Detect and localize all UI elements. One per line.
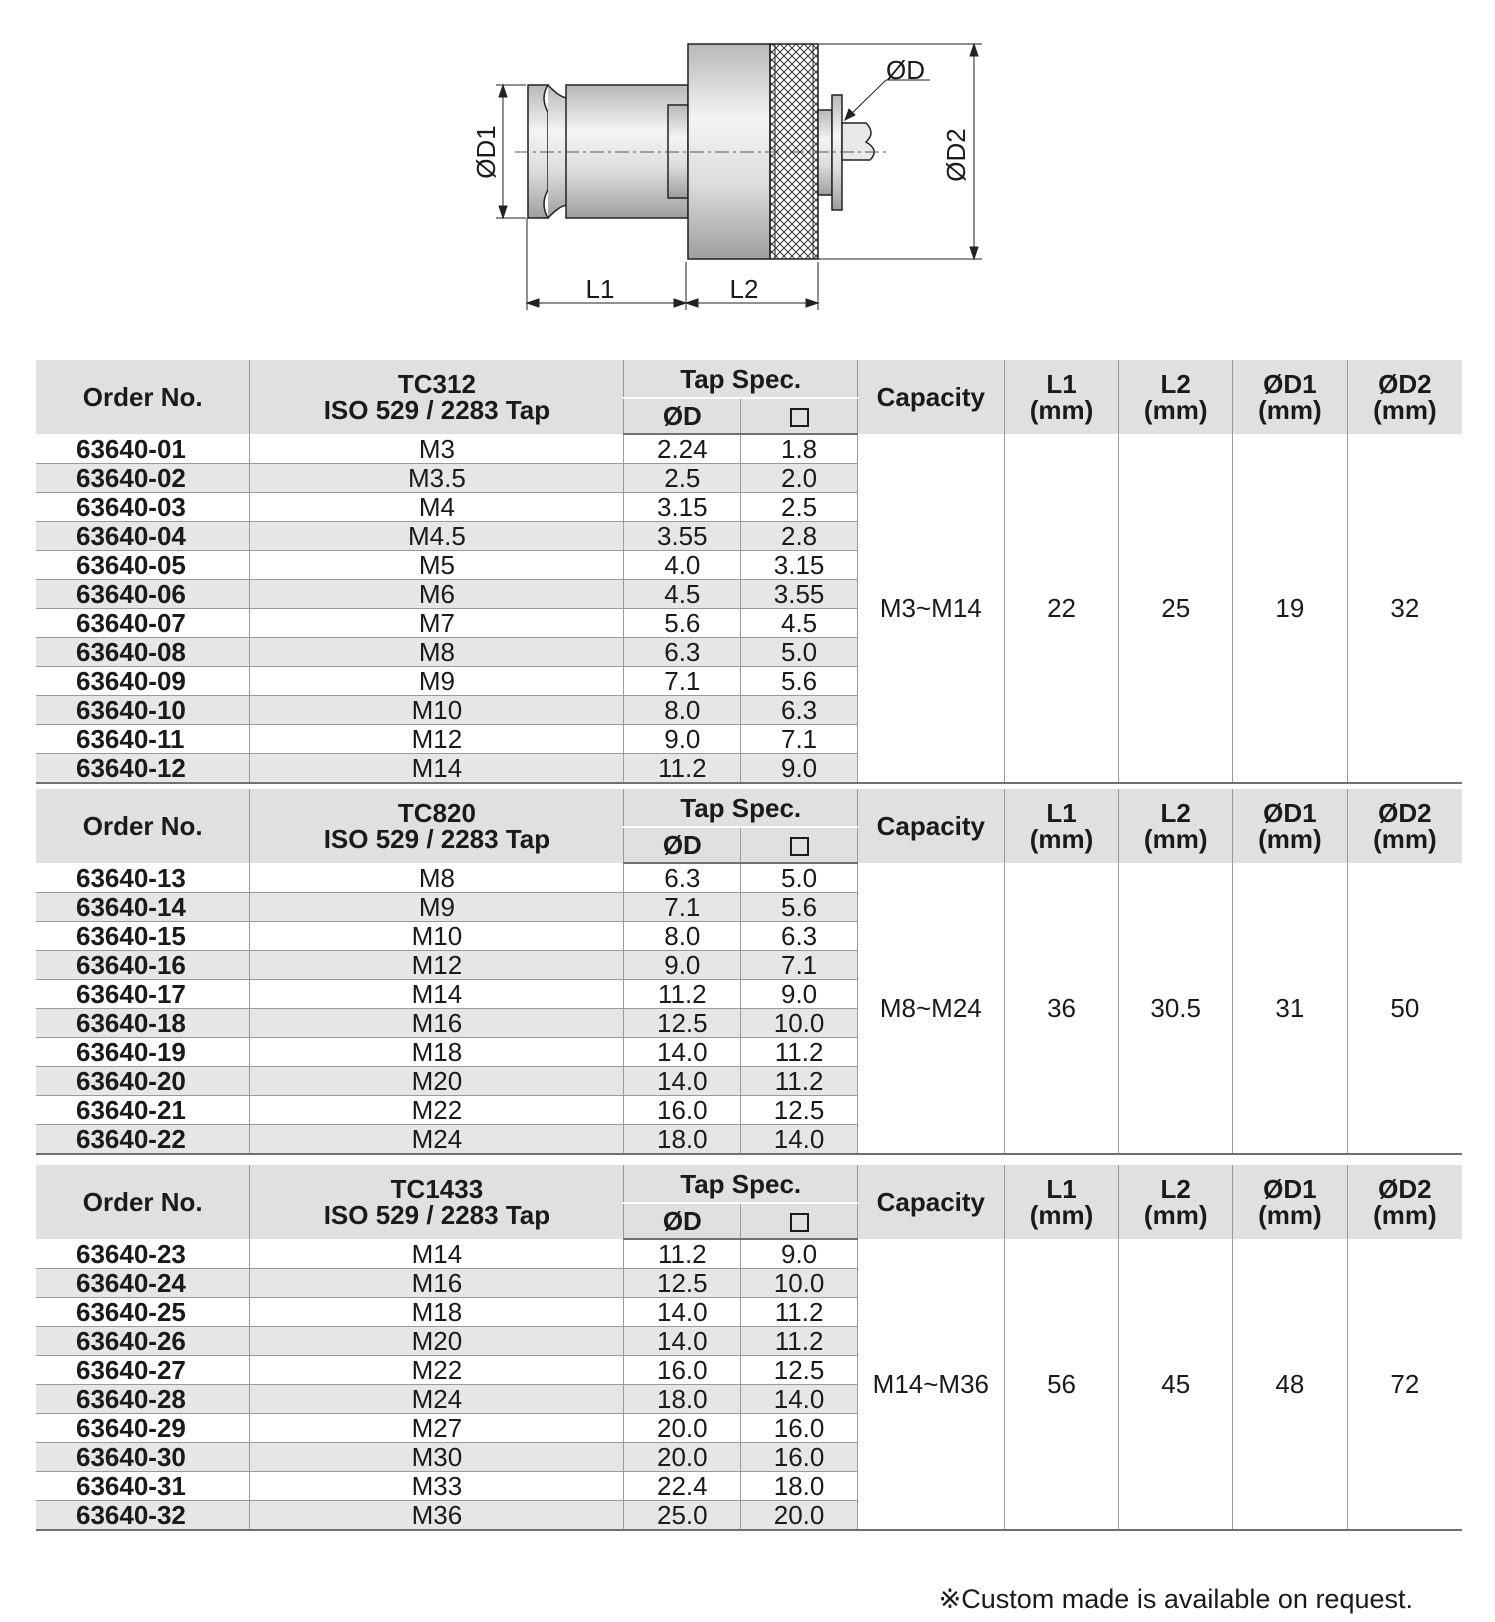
order-number-cell: 63640-30 [36, 1443, 250, 1472]
tap-od-cell: 5.6 [624, 609, 741, 638]
order-number-cell: 63640-21 [36, 1096, 250, 1125]
tap-square-cell: 1.8 [741, 434, 858, 464]
tap-square-cell: 12.5 [741, 1356, 858, 1385]
header-tap-spec: Tap Spec. [624, 360, 858, 398]
order-number-cell: 63640-28 [36, 1385, 250, 1414]
d2-label: ØD2 [941, 128, 971, 182]
tap-od-cell: 14.0 [624, 1038, 741, 1067]
header-tap-model-name: TC820 [397, 798, 476, 828]
l2-label: L2 [729, 274, 759, 304]
tap-square-cell: 20.0 [741, 1501, 858, 1531]
tap-size-cell: M18 [250, 1038, 624, 1067]
order-number-cell: 63640-18 [36, 1009, 250, 1038]
header-tap-standard: ISO 529 / 2283 Tap [323, 395, 551, 425]
header-d2: ØD2 (mm) [1347, 789, 1462, 863]
tap-od-cell: 9.0 [624, 951, 741, 980]
header-tap-model-name: TC1433 [390, 1174, 484, 1204]
tap-square-cell: 2.5 [741, 493, 858, 522]
tap-square-cell: 3.15 [741, 551, 858, 580]
tap-collet-drawing [0, 0, 1495, 330]
order-number-cell: 63640-10 [36, 696, 250, 725]
tap-od-cell: 8.0 [624, 696, 741, 725]
tap-size-cell: M14 [250, 1239, 624, 1269]
tap-square-cell: 16.0 [741, 1443, 858, 1472]
tap-size-cell: M20 [250, 1327, 624, 1356]
order-number-cell: 63640-19 [36, 1038, 250, 1067]
order-number-cell: 63640-13 [36, 863, 250, 893]
order-number-cell: 63640-05 [36, 551, 250, 580]
tap-od-cell: 7.1 [624, 667, 741, 696]
square-icon [790, 408, 809, 427]
tap-square-cell: 10.0 [741, 1269, 858, 1298]
tap-size-cell: M14 [250, 980, 624, 1009]
header-square [741, 398, 858, 434]
tap-size-cell: M8 [250, 638, 624, 667]
header-capacity: Capacity [857, 789, 1004, 863]
tap-size-cell: M8 [250, 863, 624, 893]
tap-size-cell: M33 [250, 1472, 624, 1501]
tap-size-cell: M12 [250, 951, 624, 980]
tap-od-cell: 9.0 [624, 725, 741, 754]
tap-od-cell: 4.0 [624, 551, 741, 580]
l1-value-cell: 56 [1004, 1239, 1119, 1530]
order-number-cell: 63640-09 [36, 667, 250, 696]
tap-size-cell: M9 [250, 893, 624, 922]
order-number-cell: 63640-20 [36, 1067, 250, 1096]
tap-square-cell: 7.1 [741, 725, 858, 754]
tap-od-cell: 4.5 [624, 580, 741, 609]
tap-od-cell: 2.24 [624, 434, 741, 464]
header-tap-standard: ISO 529 / 2283 Tap [323, 824, 551, 854]
d1-label: ØD1 [471, 125, 501, 179]
tap-size-cell: M4 [250, 493, 624, 522]
header-tap-spec: Tap Spec. [624, 1165, 858, 1203]
tap-size-cell: M36 [250, 1501, 624, 1531]
tap-square-cell: 11.2 [741, 1038, 858, 1067]
capacity-cell: M3~M14 [857, 434, 1004, 783]
order-number-cell: 63640-16 [36, 951, 250, 980]
l1-label: L1 [585, 274, 615, 304]
header-d2: ØD2 (mm) [1347, 360, 1462, 434]
order-number-cell: 63640-22 [36, 1125, 250, 1155]
tap-od-cell: 12.5 [624, 1269, 741, 1298]
tap-size-cell: M14 [250, 754, 624, 784]
d-leader [845, 80, 930, 120]
tap-od-cell: 11.2 [624, 1239, 741, 1269]
header-square [741, 827, 858, 863]
header-d1: ØD1 (mm) [1233, 789, 1348, 863]
order-number-cell: 63640-26 [36, 1327, 250, 1356]
header-tap-spec: Tap Spec. [624, 789, 858, 827]
tap-square-cell: 2.8 [741, 522, 858, 551]
tap-od-cell: 14.0 [624, 1067, 741, 1096]
header-tap-model-name: TC312 [397, 369, 476, 399]
tap-od-cell: 2.5 [624, 464, 741, 493]
header-l2: L2 (mm) [1119, 360, 1233, 434]
tap-size-cell: M18 [250, 1298, 624, 1327]
tap-size-cell: M3 [250, 434, 624, 464]
table-row [36, 863, 1462, 893]
tap-size-cell: M10 [250, 922, 624, 951]
tap-square-cell: 5.6 [741, 667, 858, 696]
tap-square-cell: 12.5 [741, 1096, 858, 1125]
footnote: ※Custom made is available on request. [938, 1584, 1413, 1614]
tap-square-cell: 14.0 [741, 1385, 858, 1414]
header-tap-model [250, 360, 624, 434]
tap-size-cell: M9 [250, 667, 624, 696]
order-number-cell: 63640-01 [36, 434, 250, 464]
tap-size-cell: M10 [250, 696, 624, 725]
d2-value-cell: 72 [1347, 1239, 1462, 1530]
tap-square-cell: 16.0 [741, 1414, 858, 1443]
d2-value-cell: 50 [1347, 863, 1462, 1154]
header-order-no: Order No. [36, 360, 250, 434]
order-number-cell: 63640-31 [36, 1472, 250, 1501]
d1-value-cell: 19 [1233, 434, 1348, 783]
header-l2: L2 (mm) [1119, 789, 1233, 863]
order-number-cell: 63640-23 [36, 1239, 250, 1269]
header-od: ØD [624, 398, 741, 434]
tap-size-cell: M3.5 [250, 464, 624, 493]
tap-size-cell: M22 [250, 1096, 624, 1125]
header-od: ØD [624, 827, 741, 863]
tap-od-cell: 11.2 [624, 754, 741, 784]
tap-od-cell: 20.0 [624, 1414, 741, 1443]
tap-square-cell: 11.2 [741, 1327, 858, 1356]
tap-size-cell: M7 [250, 609, 624, 638]
tap-od-cell: 11.2 [624, 980, 741, 1009]
tap-size-cell: M12 [250, 725, 624, 754]
tap-square-cell: 5.0 [741, 863, 858, 893]
tap-od-cell: 18.0 [624, 1125, 741, 1155]
tap-od-cell: 6.3 [624, 638, 741, 667]
spec-table-tc1433 [36, 1165, 1462, 1531]
header-od: ØD [624, 1203, 741, 1239]
header-d1: ØD1 (mm) [1233, 360, 1348, 434]
tap-square-cell: 14.0 [741, 1125, 858, 1155]
header-tap-standard: ISO 529 / 2283 Tap [323, 1200, 551, 1230]
l2-value-cell: 45 [1119, 1239, 1233, 1530]
tap-square-cell: 10.0 [741, 1009, 858, 1038]
tap-od-cell: 7.1 [624, 893, 741, 922]
tap-od-cell: 16.0 [624, 1356, 741, 1385]
order-number-cell: 63640-32 [36, 1501, 250, 1531]
tap-square-cell: 5.6 [741, 893, 858, 922]
capacity-cell: M8~M24 [857, 863, 1004, 1154]
tap-square-cell: 9.0 [741, 1239, 858, 1269]
tap-size-cell: M5 [250, 551, 624, 580]
tap-size-cell: M20 [250, 1067, 624, 1096]
header-l1: L1 (mm) [1004, 789, 1119, 863]
tap-square-cell: 4.5 [741, 609, 858, 638]
tap-size-cell: M27 [250, 1414, 624, 1443]
header-order-no: Order No. [36, 1165, 250, 1239]
tap-square-cell: 11.2 [741, 1067, 858, 1096]
l2-value-cell: 30.5 [1119, 863, 1233, 1154]
l1-value-cell: 36 [1004, 863, 1119, 1154]
tap-square-cell: 9.0 [741, 754, 858, 784]
header-tap-model [250, 1165, 624, 1239]
tap-size-cell: M16 [250, 1009, 624, 1038]
tap-square-cell: 3.55 [741, 580, 858, 609]
tap-size-cell: M24 [250, 1125, 624, 1155]
tap-size-cell: M24 [250, 1385, 624, 1414]
header-capacity: Capacity [857, 1165, 1004, 1239]
tap-od-cell: 8.0 [624, 922, 741, 951]
l1-value-cell: 22 [1004, 434, 1119, 783]
header-l2: L2 (mm) [1119, 1165, 1233, 1239]
order-number-cell: 63640-15 [36, 922, 250, 951]
tap-od-cell: 16.0 [624, 1096, 741, 1125]
capacity-cell: M14~M36 [857, 1239, 1004, 1530]
tap-od-cell: 14.0 [624, 1298, 741, 1327]
l2-value-cell: 25 [1119, 434, 1233, 783]
tap-square-cell: 2.0 [741, 464, 858, 493]
order-number-cell: 63640-11 [36, 725, 250, 754]
tap-size-cell: M22 [250, 1356, 624, 1385]
header-l1: L1 (mm) [1004, 360, 1119, 434]
table-row [36, 1239, 1462, 1269]
tap-size-cell: M16 [250, 1269, 624, 1298]
header-order-no: Order No. [36, 789, 250, 863]
order-number-cell: 63640-25 [36, 1298, 250, 1327]
order-number-cell: 63640-29 [36, 1414, 250, 1443]
tap-square-cell: 9.0 [741, 980, 858, 1009]
order-number-cell: 63640-06 [36, 580, 250, 609]
tap-square-cell: 6.3 [741, 696, 858, 725]
tap-od-cell: 12.5 [624, 1009, 741, 1038]
tap-od-cell: 14.0 [624, 1327, 741, 1356]
order-number-cell: 63640-12 [36, 754, 250, 784]
tap-square-cell: 5.0 [741, 638, 858, 667]
spec-table-tc820 [36, 789, 1462, 1155]
order-number-cell: 63640-24 [36, 1269, 250, 1298]
tap-od-cell: 6.3 [624, 863, 741, 893]
d1-value-cell: 31 [1233, 863, 1348, 1154]
order-number-cell: 63640-07 [36, 609, 250, 638]
d-label: ØD [886, 55, 925, 85]
order-number-cell: 63640-08 [36, 638, 250, 667]
tap-od-cell: 22.4 [624, 1472, 741, 1501]
square-icon [790, 837, 809, 856]
header-capacity: Capacity [857, 360, 1004, 434]
tap-size-cell: M6 [250, 580, 624, 609]
tap-od-cell: 3.15 [624, 493, 741, 522]
header-d2: ØD2 (mm) [1347, 1165, 1462, 1239]
tap-size-cell: M4.5 [250, 522, 624, 551]
order-number-cell: 63640-04 [36, 522, 250, 551]
table-row [36, 434, 1462, 464]
tap-od-cell: 20.0 [624, 1443, 741, 1472]
d1-value-cell: 48 [1233, 1239, 1348, 1530]
tap-square-cell: 11.2 [741, 1298, 858, 1327]
tap-square-cell: 18.0 [741, 1472, 858, 1501]
tap-od-cell: 18.0 [624, 1385, 741, 1414]
tap-square-cell: 7.1 [741, 951, 858, 980]
tap-od-cell: 3.55 [624, 522, 741, 551]
d2-value-cell: 32 [1347, 434, 1462, 783]
order-number-cell: 63640-03 [36, 493, 250, 522]
header-l1: L1 (mm) [1004, 1165, 1119, 1239]
tap-square-cell: 6.3 [741, 922, 858, 951]
square-icon [790, 1213, 809, 1232]
header-square [741, 1203, 858, 1239]
tap-size-cell: M30 [250, 1443, 624, 1472]
header-d1: ØD1 (mm) [1233, 1165, 1348, 1239]
header-tap-model [250, 789, 624, 863]
order-number-cell: 63640-27 [36, 1356, 250, 1385]
order-number-cell: 63640-17 [36, 980, 250, 1009]
spec-table-tc312 [36, 360, 1462, 784]
tap-od-cell: 25.0 [624, 1501, 741, 1531]
order-number-cell: 63640-14 [36, 893, 250, 922]
order-number-cell: 63640-02 [36, 464, 250, 493]
